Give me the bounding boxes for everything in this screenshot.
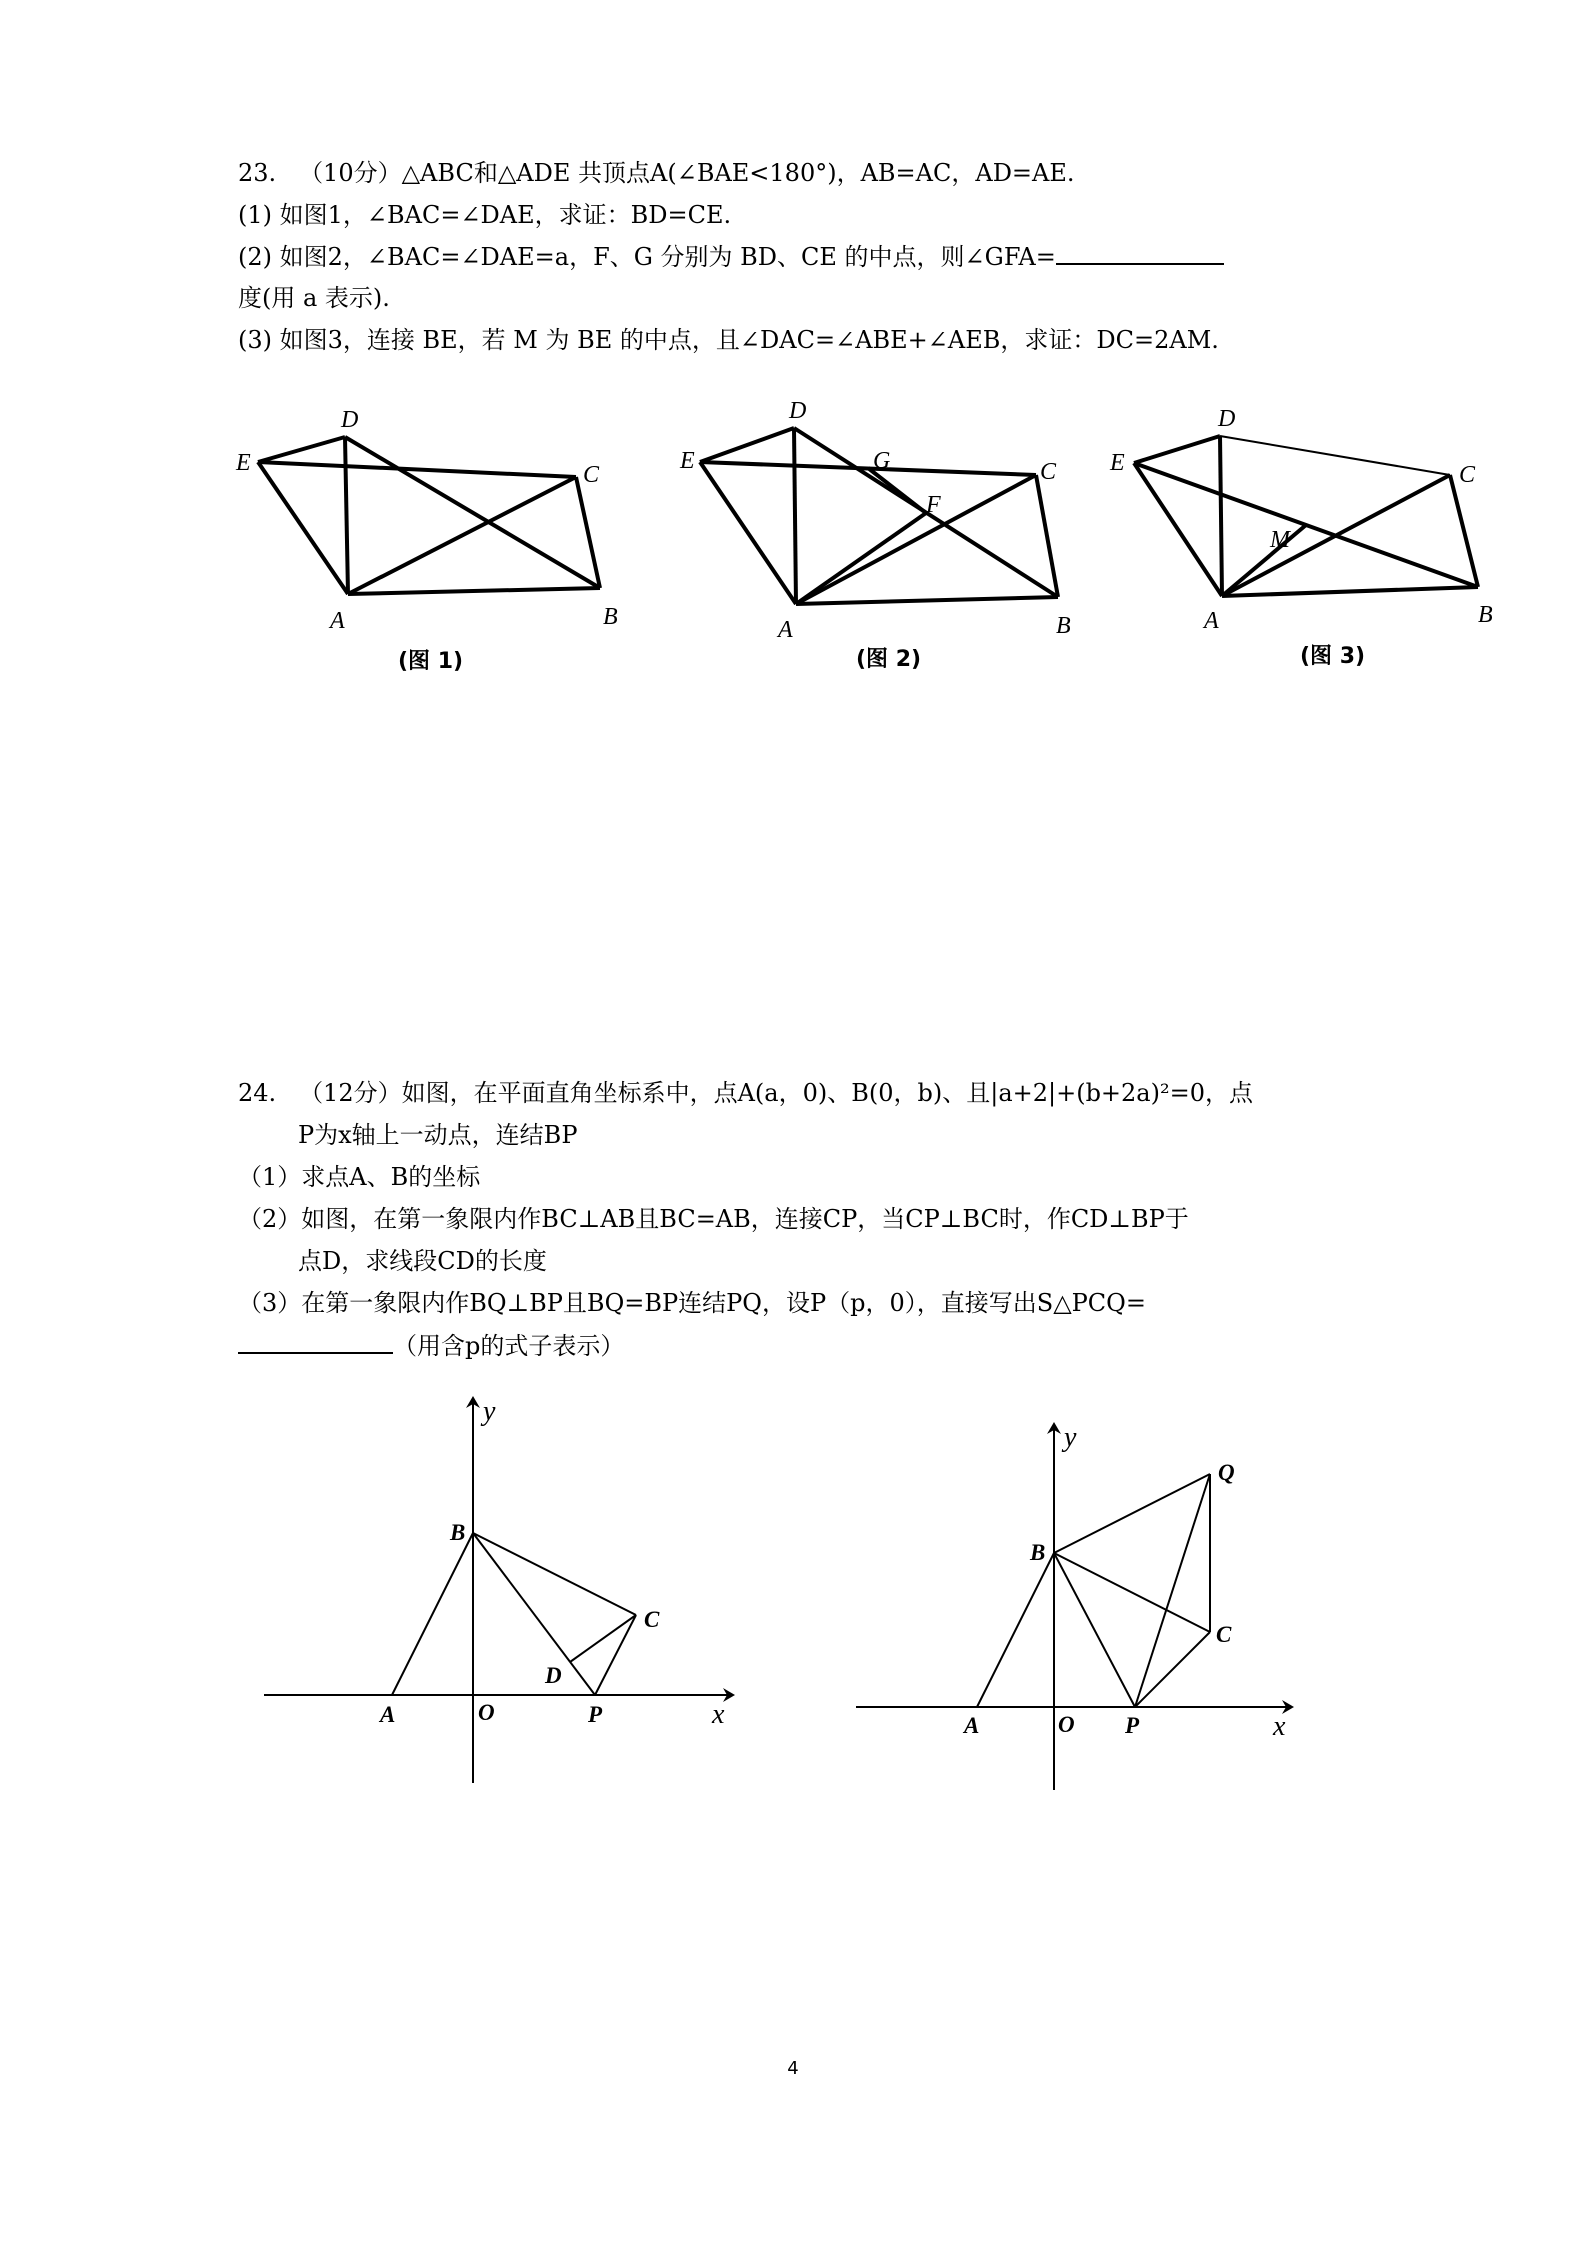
fig2-GF: [868, 468, 926, 513]
fig2-label-F: F: [926, 492, 941, 518]
fig5-label-A: A: [964, 1713, 980, 1738]
fig4-AB: [392, 1533, 473, 1695]
fig5-label-Q: Q: [1218, 1460, 1235, 1485]
fig2-AD: [794, 428, 796, 604]
fig1-BC: [576, 477, 600, 588]
figure-1: [258, 437, 600, 594]
q24-part3: （3）在第一象限内作BQ⊥BP且BQ=BP连结PQ，设P（p，0），直接写出S△PCQ=: [238, 1289, 1146, 1317]
fig3-label-D: D: [1218, 406, 1236, 432]
fig4-label-D: D: [545, 1663, 562, 1688]
fig1-label-C: C: [583, 462, 600, 488]
fig2-CA: [796, 475, 1036, 604]
fig3-AD: [1220, 436, 1222, 596]
q23-part3: (3) 如图3，连接 BE，若 M 为 BE 的中点，且∠DAC=∠ABE+∠AEB，求证：DC=2AM.: [238, 326, 1219, 354]
q23-part1: (1) 如图1，∠BAC=∠DAE，求证：BD=CE.: [238, 201, 732, 229]
fig5-label-C: C: [1216, 1622, 1232, 1647]
fig3-AM: [1222, 525, 1306, 596]
fig1-DE: [258, 437, 345, 462]
fig3-caption: (图 3): [1300, 644, 1366, 669]
fig2-EA: [700, 462, 796, 604]
fig1-caption: (图 1): [398, 649, 464, 674]
fig5-label-O: O: [1058, 1712, 1075, 1737]
fig1-CA: [348, 477, 576, 594]
fig2-BC: [1036, 475, 1058, 597]
fig4-BP: [473, 1533, 595, 1695]
q24-part1: （1）求点A、B的坐标: [238, 1163, 481, 1191]
fig4-label-x: x: [712, 1699, 725, 1730]
fig2-label-B: B: [1056, 613, 1071, 639]
fig4-label-P: P: [588, 1702, 603, 1727]
q24-intro2: P为x轴上一动点，连结BP: [298, 1121, 578, 1149]
fig5-BP: [1054, 1553, 1135, 1707]
fig4-label-B: B: [450, 1520, 466, 1545]
fig5-label-x: x: [1273, 1711, 1286, 1742]
fig2-label-E: E: [680, 448, 695, 474]
fig4-label-A: A: [380, 1702, 396, 1727]
fig5-label-y: y: [1064, 1422, 1077, 1453]
fig3-EA: [1134, 463, 1222, 596]
fig2-FA: [796, 513, 926, 604]
fig3-label-A: A: [1204, 608, 1219, 634]
fig4-label-y: y: [483, 1396, 496, 1427]
fig1-AD: [345, 437, 348, 594]
q23-part2b: 度(用 a 表示).: [238, 284, 390, 312]
fig4-BC: [473, 1533, 636, 1615]
fig2-AB: [796, 597, 1058, 604]
fig5-label-P: P: [1125, 1713, 1140, 1738]
fig5-AB: [977, 1553, 1054, 1707]
q24-part2b: 点D，求线段CD的长度: [298, 1247, 547, 1275]
q23-number: 23.: [238, 159, 277, 187]
figure-5: [856, 1422, 1292, 1790]
fig5-label-B: B: [1030, 1540, 1046, 1565]
q24-part3b: （用含p的式子表示）: [393, 1332, 625, 1360]
fig2-label-A: A: [778, 617, 793, 643]
fig3-label-B: B: [1478, 602, 1493, 628]
fig1-EC: [258, 462, 576, 477]
fig4-CP: [595, 1615, 636, 1695]
q24-intro-text: （12分）如图，在平面直角坐标系中，点A(a，0)、B(0，b)、且|a+2|+(b+2a)²=0，点: [299, 1079, 1253, 1107]
fig4-CD: [570, 1615, 636, 1662]
fig4-label-C: C: [644, 1607, 660, 1632]
fig3-AB: [1222, 587, 1478, 596]
fig5-PQ: [1135, 1474, 1210, 1707]
fig1-label-A: A: [330, 608, 345, 634]
fig2-label-C: C: [1040, 459, 1057, 485]
fig2-caption: (图 2): [856, 647, 922, 672]
fig4-label-O: O: [478, 1700, 495, 1725]
q23-intro-text: （10分）△ABC和△ADE 共顶点A(∠BAE<180°)，AB=AC，AD=AE.: [299, 159, 1075, 187]
fig2-label-D: D: [789, 398, 807, 424]
fig1-DB: [345, 437, 600, 588]
q24-number: 24.: [238, 1079, 277, 1107]
fig5-BQ: [1054, 1474, 1210, 1553]
fig1-label-D: D: [341, 407, 359, 433]
fig1-EA: [258, 462, 348, 594]
figure-4: [264, 1396, 733, 1783]
fig2-DE: [700, 428, 794, 462]
fig3-DE: [1134, 436, 1220, 463]
fig1-label-E: E: [236, 450, 251, 476]
fig3-DC: [1220, 436, 1450, 475]
fig1-AB: [348, 588, 600, 594]
q24-part2: （2）如图，在第一象限内作BC⊥AB且BC=AB，连接CP，当CP⊥BC时，作CD⊥BP于: [238, 1205, 1189, 1233]
fig3-label-E: E: [1110, 450, 1125, 476]
figure-3-labels: [1109, 406, 1493, 669]
fig1-label-B: B: [603, 604, 618, 630]
fig5-BC: [1054, 1553, 1210, 1632]
figure-2-labels: [679, 398, 1071, 672]
page-number: 4: [787, 2058, 799, 2079]
fig3-label-C: C: [1459, 462, 1476, 488]
figure-3: [1134, 436, 1478, 596]
figure-1-labels: [235, 407, 618, 674]
fig3-BC: [1450, 475, 1478, 587]
q23-part2-text: (2) 如图2，∠BAC=∠DAE=a，F、G 分别为 BD、CE 的中点，则∠GFA=: [238, 243, 1056, 271]
fig2-label-G: G: [873, 448, 891, 474]
fig3-label-M: M: [1270, 527, 1290, 553]
